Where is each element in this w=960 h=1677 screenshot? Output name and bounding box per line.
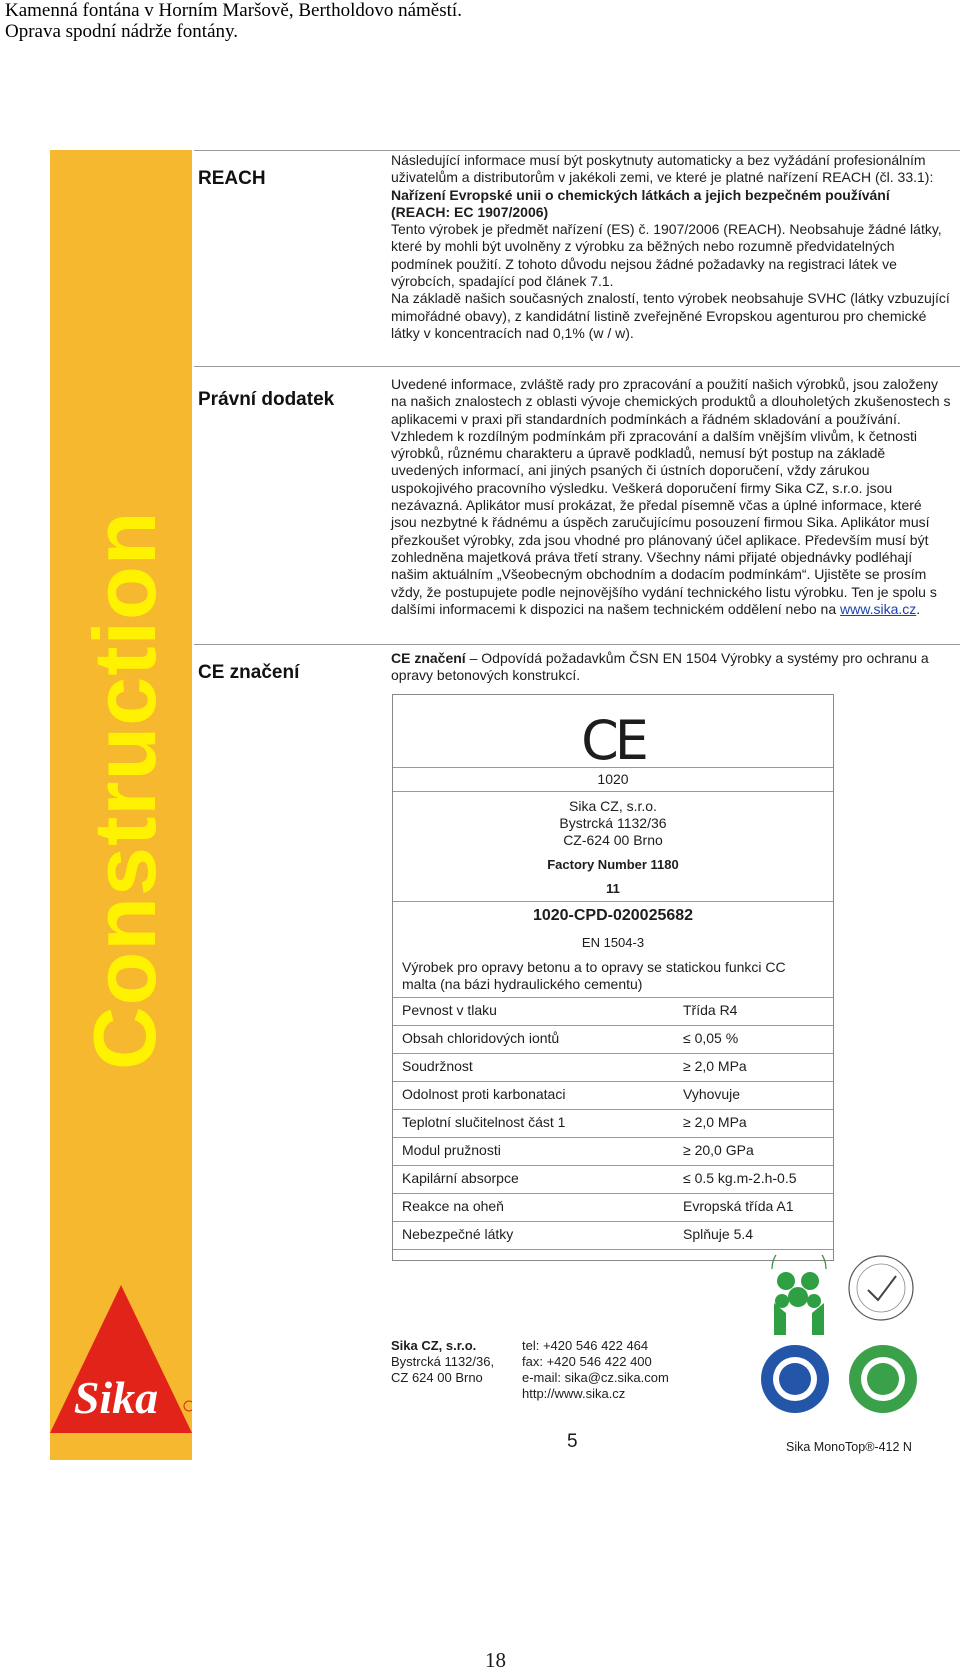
footer-address [391, 1338, 494, 1386]
property-value: Splňuje 5.4 [683, 1226, 754, 1242]
inner-page-number: 5 [567, 1431, 578, 1452]
property-value: ≥ 2,0 MPa [683, 1058, 747, 1074]
property-value: Evropská třída A1 [683, 1198, 794, 1214]
reach-p3: Tento výrobek je předmět nařízení (ES) č. 1907/2006 (REACH). Neobsahuje žádné látky, které by mohli být uvolněny z výrobku za běžných nebo rozumně předvidatelných podmínek použití. Z tohoto důvodu nejsou žádné požadavky na registraci látek ve výrobcích, spadající pod článek 7.1. [391, 221, 942, 290]
divider [194, 150, 960, 151]
standard: EN 1504-3 [581, 935, 645, 950]
divider [194, 366, 960, 367]
property-name: Soudržnost [402, 1058, 473, 1074]
property-name: Teplotní slučitelnost část 1 [402, 1114, 566, 1130]
reach-p1: Následující informace musí být poskytnuty automaticky a bez vyžádání profesionálním uživatelům a distributorům v jakékoli zemi, ve které je platné nařízení REACH (čl. 33.1): [391, 152, 934, 186]
property-name: Kapilární absorpce [402, 1170, 519, 1186]
property-value: Vyhovuje [683, 1086, 741, 1102]
footer-address-1: Bystrcká 1132/36, [391, 1354, 495, 1369]
property-value: ≤ 0.5 kg.m-2.h-0.5 [683, 1170, 797, 1186]
property-row [393, 997, 833, 1026]
property-value: ≤ 0,05 % [683, 1030, 739, 1046]
footer-company: Sika CZ, s.r.o. [391, 1338, 477, 1353]
quality-system-logo [846, 1254, 916, 1330]
sika-logo-text: Sika [73, 1372, 159, 1423]
factory-number: Factory Number 1180 [547, 857, 679, 872]
product-name: Sika MonoTop®-412 N [786, 1440, 912, 1454]
iso-14001-logo [848, 1344, 918, 1414]
year: 11 [606, 881, 620, 896]
product-description: Výrobek pro opravy betonu a to opravy se statickou funkci CC malta (na bázi hydraulického cementu) [402, 959, 786, 992]
ce-mark: CE [581, 709, 645, 772]
property-row [393, 1165, 833, 1194]
footer-fax: fax: +420 546 422 400 [522, 1354, 652, 1369]
page-number: 18 [485, 1648, 506, 1672]
iso-9001-logo [760, 1344, 830, 1414]
footer-address-2: CZ 624 00 Brno [391, 1370, 483, 1385]
legal-body: Uvedené informace, zvláště rady pro zpracování a použití našich výrobků, jsou založeny na našich znalostech z oblasti vývoje chemických produktů a dlouholetých zkušenostech s aplikacemi v praxi při standardních podmínkách a řádném skladování a používání. Vzhledem k rozdílným podmínkám při zpracování a dalším vnějším vlivům, k četnosti výrobků, různému charakteru a úpravě podkladů, nemusí být postup na základě uvedených informací, ani jiných psaných či ústních doporučení, vždy zárukou uspokojivého pracovního výsledku. Veškerá doporučení firmy Sika CZ, s.r.o. jsou nezávazná. Aplikátor musí prokázat, že předal písemně včas a úplné informace, které jsou nezbytné k řádnému a úspěch zaručujícímu posouzení firmou Sika. Aplikátor musí přezkoušet výrobky, zda jsou vhodné pro plánovaný účel aplikace. Především musí být zohledněna majetková práva třetí strany. Všechny námi přijaté objednávky podléhají našim aktuálním „Všeobecným obchodním a dodacím podmínkám“. Ujistěte se prosím vždy, že postupujete podle nejnovějšího vydání technického listu výrobku. Ten je spolu s dalšími informacemi k dispozici na našem technickém oddělení nebo na [391, 376, 951, 617]
certificate-number: 1020-CPD-020025682 [532, 907, 694, 924]
property-row [393, 1137, 833, 1166]
property-name: Modul pružnosti [402, 1142, 501, 1158]
property-name: Obsah chloridových iontů [402, 1030, 560, 1046]
divider [194, 644, 960, 645]
property-name: Reakce na oheň [402, 1198, 504, 1214]
property-row [393, 1025, 833, 1054]
company-city: CZ-624 00 Brno [563, 832, 663, 848]
header-line-2: Oprava spodní nádrže fontány. [5, 21, 239, 42]
ce-intro-bold: CE značení [391, 650, 466, 666]
document-header [5, 0, 462, 42]
footer-contact [522, 1338, 669, 1402]
ce-intro [391, 650, 951, 685]
company-name: Sika CZ, s.r.o. [569, 798, 657, 814]
property-name: Nebezpečné látky [402, 1226, 514, 1242]
separator [393, 901, 833, 902]
legal-end: . [916, 600, 921, 617]
responsible-care-logo [766, 1255, 832, 1337]
sika-logo [50, 1285, 192, 1445]
header-line-1: Kamenná fontána v Horním Maršově, Bertholdovo náměstí. [5, 0, 462, 21]
reach-text [391, 152, 951, 342]
reach-label: REACH [198, 168, 266, 189]
ce-marking-box [392, 694, 834, 1261]
reach-p2: Nařízení Evropské unii o chemických látkách a jejich bezpečném používání (REACH: EC 1907/2006) [391, 186, 890, 220]
property-row [393, 1053, 833, 1082]
company-street: Bystrcká 1132/36 [559, 815, 667, 831]
sidebar [50, 150, 192, 1460]
ce-intro-rest: – Odpovídá požadavkům ČSN EN 1504 Výrobky a systémy pro ochranu a opravy betonových konstrukcí. [391, 650, 929, 684]
footer-web: http://www.sika.cz [522, 1386, 626, 1401]
property-row [393, 1193, 833, 1222]
separator [393, 767, 833, 768]
ce-label: CE značení [198, 662, 300, 683]
property-value: ≥ 20,0 GPa [683, 1142, 754, 1158]
footer-email: e-mail: sika@cz.sika.com [522, 1370, 669, 1385]
property-row [393, 1081, 833, 1110]
property-value: ≥ 2,0 MPa [683, 1114, 747, 1130]
property-row [393, 1109, 833, 1138]
property-name: Pevnost v tlaku [402, 1002, 497, 1018]
legal-label: Právní dodatek [198, 389, 335, 410]
property-row [393, 1221, 833, 1250]
property-value: Třída R4 [683, 1002, 738, 1018]
sika-website-link[interactable]: www.sika.cz [840, 600, 917, 617]
notified-body: 1020 [597, 771, 629, 787]
legal-text [391, 376, 951, 618]
construction-vertical-text: Construction [75, 510, 174, 1070]
separator [393, 791, 833, 792]
reach-p4: Na základě našich současných znalostí, tento výrobek neobsahuje SVHC (látky vzbuzující mimořádné obavy), z kandidátní listině zveřejněné Evropskou agenturou pro chemické látky v koncentracích nad 0,1% (w / w). [391, 290, 950, 341]
property-name: Odolnost proti karbonataci [402, 1086, 566, 1102]
footer-tel: tel: +420 546 422 464 [522, 1338, 649, 1353]
